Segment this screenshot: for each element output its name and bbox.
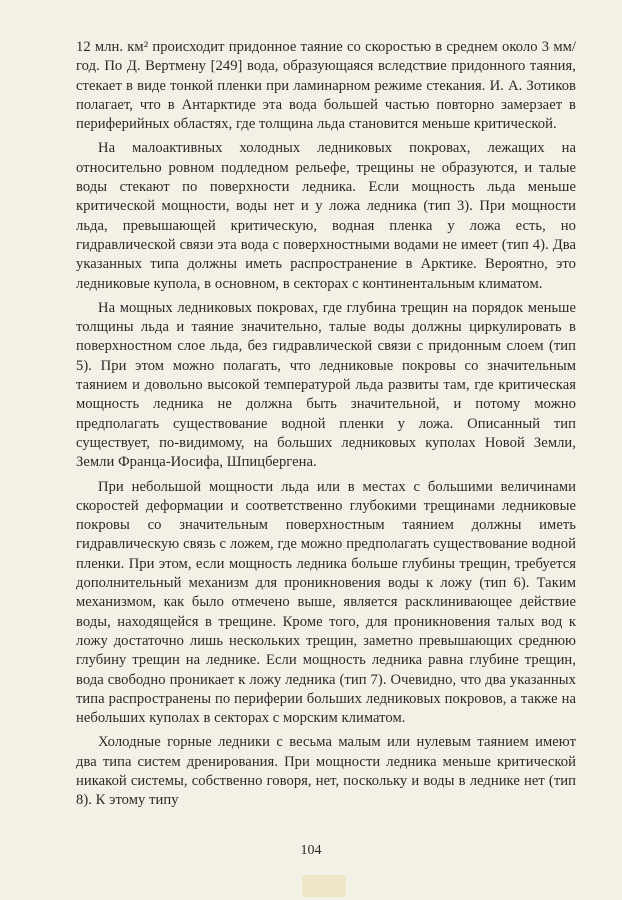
paragraph: На малоактивных холодных ледниковых покровах, лежащих на относительно ровном подледном рельефе, трещины не образуются, и талые воды стекают по поверхности ледника. Если мощность льда меньше критической мощности, воды нет и у ложа ледника (тип 3). При мощности льда, превышающей критическую, водная пленка у ложа есть, но гидравлической связи эта вода с поверхностными водами не имеет (тип 4). Два указанных типа должны иметь распространение в Арктике. Вероятно, это ледниковые купола, в основном, в секторах с континентальным климатом. [76,140,576,292]
page-number: 104 [300,843,322,858]
tape-mark [302,875,346,897]
text-body [76,38,576,816]
paragraph: Холодные горные ледники с весьма малым или нулевым таянием имеют два типа систем дренирования. При мощности ледника меньше критической никакой системы, собственно говоря, нет, поскольку и воды в леднике нет (тип 8). К этому типу [76,734,576,809]
paragraph: При небольшой мощности льда или в местах с большими величинами скоростей деформации и соответственно глубокими трещинами ледниковые покровы со значительным поверхностным таянием должны иметь гидравлическую связь с ложем, где можно предполагать существование водной пленки. При этом, если мощность ледника больше глубины трещин, требуется дополнительный механизм для проникновения воды к ложу (тип 6). Таким механизмом, как было отмечено выше, является расклинивающее действие воды, находящейся в трещине. Кроме того, для проникновения талых вод к ложу достаточно лишь нескольких трещин, заметно превышающих среднюю глубину трещин на леднике. Если мощность ледника равна глубине трещин, вода свободно проникает к ложу ледника (тип 7). Очевидно, что два указанных типа распространены по периферии больших ледниковых покровов, а также на небольших куполах в секторах с морским климатом. [76,478,576,727]
paragraph: 12 млн. км² происходит придонное таяние со скоростью в среднем около 3 мм/год. По Д. Вертмену [249] вода, образующаяся вследствие придонного таяния, стекает в виде тонкой пленки при ламинарном режиме стекания. И. А. Зотиков полагает, что в Антарктиде эта вода большей частью повторно замерзает в периферийных областях, где толщина льда становится меньше критической. [76,39,576,133]
paragraph: На мощных ледниковых покровах, где глубина трещин на порядок меньше толщины льда и таяние значительно, талые воды должны циркулировать в поверхностном слое льда, без гидравлической связи с придонным слоем (тип 5). При этом можно полагать, что ледниковые покровы со значительным таянием и довольно высокой температурой льда развиты там, где критическая мощность ледника не должна быть значительной, и потому можно предполагать существование водной пленки у ложа. Описанный тип существует, по-видимому, на больших ледниковых куполах Новой Земли, Земли Франца-Иосифа, Шпицбергена. [76,299,576,471]
